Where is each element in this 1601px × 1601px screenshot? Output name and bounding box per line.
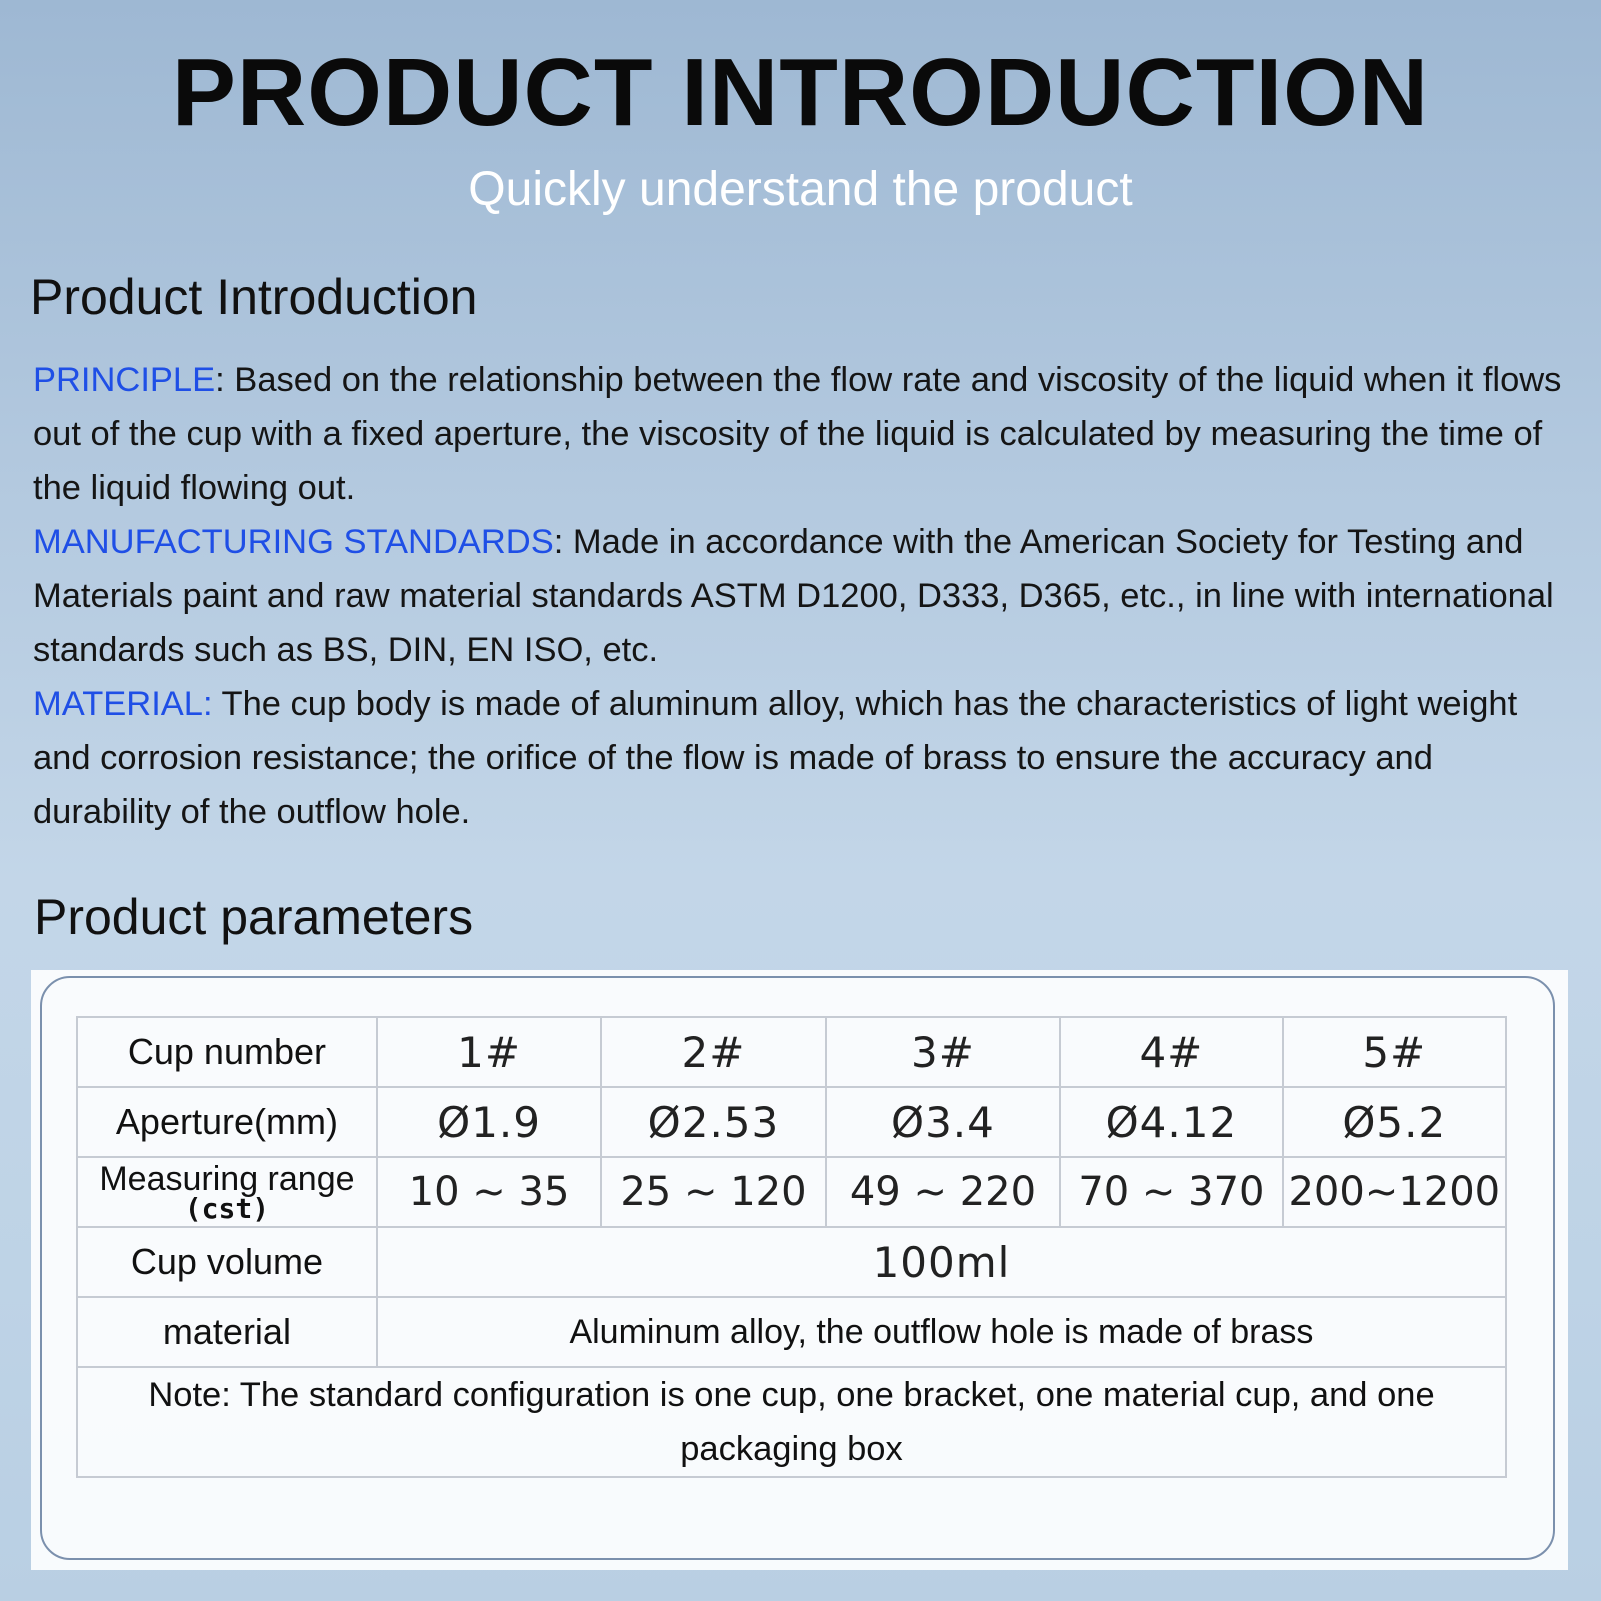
aperture-cell: Ø1.9 <box>377 1087 601 1157</box>
cup-number-cell: 3# <box>826 1017 1061 1087</box>
aperture-label: Aperture(mm) <box>77 1087 377 1157</box>
intro-heading: Product Introduction <box>30 269 478 325</box>
page-subtitle: Quickly understand the product <box>468 163 1133 216</box>
table-row-material <box>77 1297 1506 1367</box>
material-row-label: material <box>77 1297 377 1367</box>
standards-label: MANUFACTURING STANDARDS <box>33 523 554 561</box>
cup-volume-value: 100ml <box>377 1227 1506 1297</box>
range-cell: 200~1200 <box>1283 1157 1506 1227</box>
material-row-value: Aluminum alloy, the outflow hole is made of brass <box>377 1297 1506 1367</box>
aperture-cell: Ø3.4 <box>826 1087 1061 1157</box>
intro-body <box>33 353 1573 839</box>
table-row-note <box>77 1367 1506 1477</box>
table-row-measuring-range <box>77 1157 1506 1227</box>
params-heading: Product parameters <box>34 889 474 945</box>
standards-paragraph <box>33 515 1573 677</box>
aperture-cell: Ø5.2 <box>1283 1087 1506 1157</box>
principle-text: : Based on the relationship between the flow rate and viscosity of the liquid when it flows out of the cup with a fixed aperture, the viscosity of the liquid is calculated by measuring the time of the liquid flowing out. <box>33 361 1562 507</box>
material-label: MATERIAL: <box>33 685 213 723</box>
config-note: Note: The standard configuration is one cup, one bracket, one material cup, and one packaging box <box>77 1367 1506 1477</box>
cup-number-cell: 2# <box>601 1017 825 1087</box>
measuring-range-unit: (cst) <box>184 1192 270 1225</box>
cup-number-label: Cup number <box>77 1017 377 1087</box>
material-paragraph <box>33 677 1573 839</box>
page-title: PRODUCT INTRODUCTION <box>171 39 1430 146</box>
cup-number-cell: 4# <box>1060 1017 1282 1087</box>
aperture-cell: Ø4.12 <box>1060 1087 1282 1157</box>
principle-paragraph <box>33 353 1573 515</box>
params-panel <box>31 970 1568 1570</box>
aperture-cell: Ø2.53 <box>601 1087 825 1157</box>
cup-volume-label: Cup volume <box>77 1227 377 1297</box>
cup-number-cell: 1# <box>377 1017 601 1087</box>
range-cell: 49 ~ 220 <box>826 1157 1061 1227</box>
principle-label: PRINCIPLE <box>33 361 216 399</box>
standards-text: : Made in accordance with the American Society for Testing and Materials paint and raw material standards ASTM D1200, D333, D365, etc., in line with international standards such as BS, DIN, EN ISO, etc. <box>33 523 1554 669</box>
measuring-range-label-text: Measuring range <box>99 1160 355 1198</box>
cup-number-cell: 5# <box>1283 1017 1506 1087</box>
range-cell: 25 ~ 120 <box>601 1157 825 1227</box>
material-text: The cup body is made of aluminum alloy, which has the characteristics of light weight and corrosion resistance; the orifice of the flow is made of brass to ensure the accuracy and durability of the outflow hole. <box>33 685 1518 831</box>
table-row-cup-number <box>77 1017 1506 1087</box>
range-cell: 10 ~ 35 <box>377 1157 601 1227</box>
table-row-aperture <box>77 1087 1506 1157</box>
measuring-range-label <box>77 1157 377 1227</box>
range-cell: 70 ~ 370 <box>1060 1157 1282 1227</box>
table-row-cup-volume <box>77 1227 1506 1297</box>
params-table <box>76 1016 1507 1478</box>
